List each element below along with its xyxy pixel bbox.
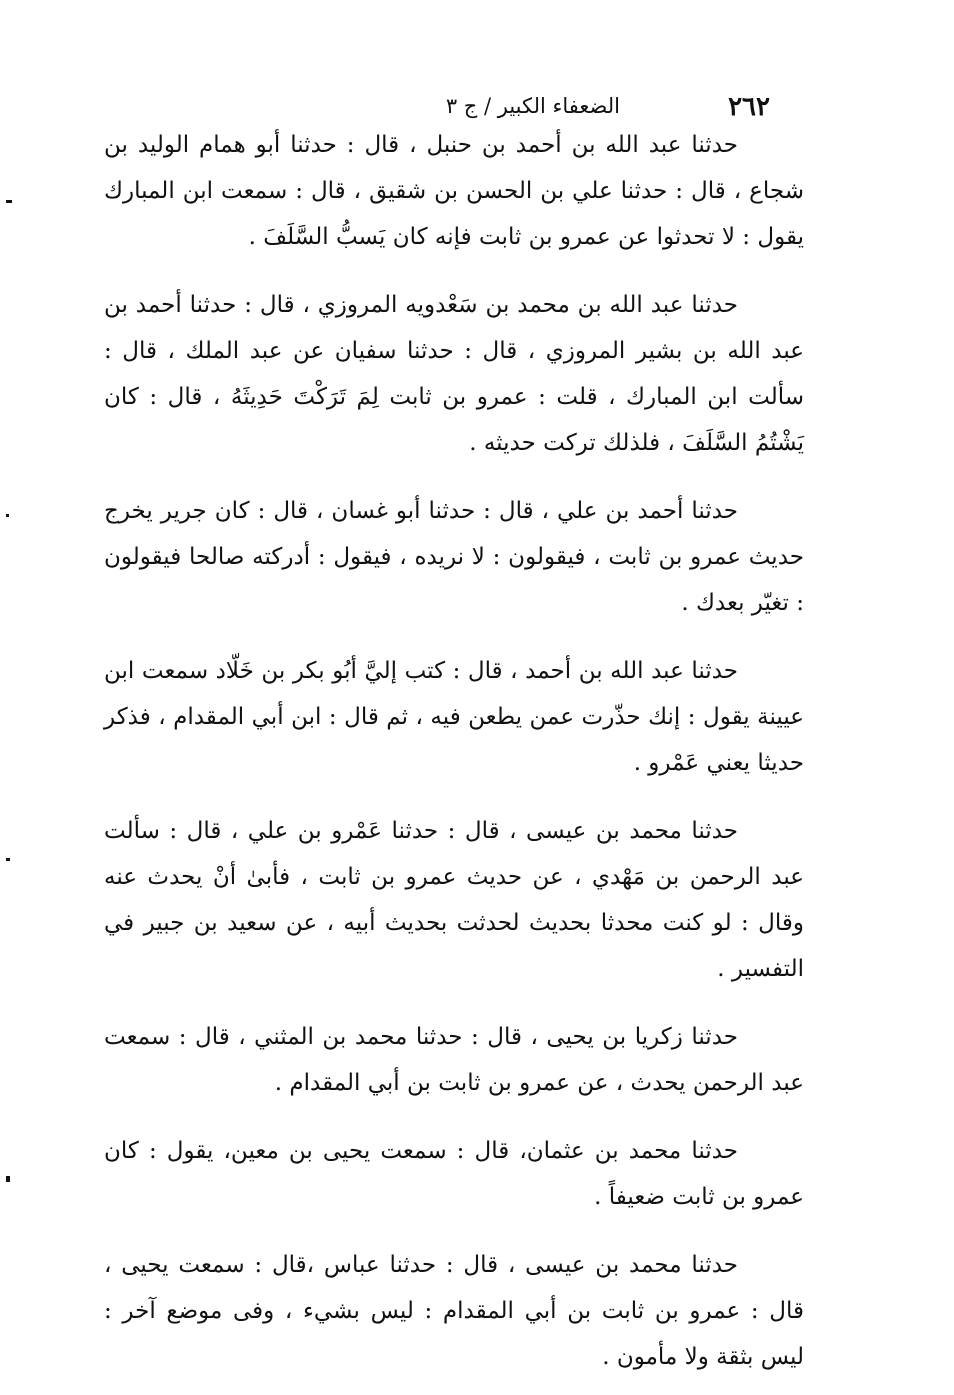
scan-margin-mark	[6, 514, 9, 517]
paragraph-3: حدثنا أحمد بن علي ، قال : حدثنا أبو غسان ، قال : كان جرير يخرج حديث عمرو بن ثابت ، فيقولون : لا نريده ، فيقول : أدركته صالحا فيقولون : تغيّر بعدك .	[104, 498, 804, 616]
scan-margin-mark	[6, 858, 10, 861]
paragraph-2: حدثنا عبد الله بن محمد بن سَعْدويه المروزي ، قال : حدثنا أحمد بن عبد الله بن بشير المروزي ، قال : حدثنا سفيان عن عبد الملك ، قال : سألت ابن المبارك ، قلت : عمرو بن ثابت لِمَ تَرَكْتَ حَدِيثَهُ ، قال : كان يَشْتُمُ السَّلَفَ ، فلذلك تركت حديثه .	[104, 292, 804, 456]
paragraph-7: حدثنا محمد بن عثمان، قال : سمعت يحيى بن معين، يقول : كان عمرو بن ثابت ضعيفاً .	[104, 1138, 804, 1210]
paragraph-4: حدثنا عبد الله بن أحمد ، قال : كتب إليَّ أبُو بكر بن خَلّاد سمعت ابن عيينة يقول : إنك حذّرت عمن يطعن فيه ، ثم قال : ابن أبي المقدام ، فذكر حديثا يعني عَمْرو .	[104, 658, 804, 776]
page-number: ٢٦٢	[728, 92, 770, 122]
scan-margin-mark	[6, 200, 12, 203]
body-text	[104, 122, 804, 1380]
running-title: الضعفاء الكبير / ج ٣	[445, 94, 620, 118]
paragraph-8: حدثنا محمد بن عيسى ، قال : حدثنا عباس ،قال : سمعت يحيى ، قال : عمرو بن ثابت بن أبي المقدام : ليس بشيء ، وفى موضع آخر : ليس بثقة ولا مأمون .	[104, 1252, 804, 1370]
page-header	[330, 92, 770, 126]
scan-margin-mark	[6, 1176, 10, 1182]
paragraph-5: حدثنا محمد بن عيسى ، قال : حدثنا عَمْرو بن علي ، قال : سألت عبد الرحمن بن مَهْدي ، عن حديث عمرو بن ثابت ، فأبىٰ أنْ يحدث عنه وقال : لو كنت محدثا بحديث لحدثت بحديث أبيه ، عن سعيد بن جبير في التفسير .	[104, 818, 804, 982]
paragraph-1: حدثنا عبد الله بن أحمد بن حنبل ، قال : حدثنا أبو همام الوليد بن شجاع ، قال : حدثنا علي بن الحسن بن شقيق ، قال : سمعت ابن المبارك يقول : لا تحدثوا عن عمرو بن ثابت فإنه كان يَسبُّ السَّلَفَ .	[104, 132, 804, 250]
paragraph-6: حدثنا زكريا بن يحيى ، قال : حدثنا محمد بن المثني ، قال : سمعت عبد الرحمن يحدث ، عن عمرو بن ثابت بن أبي المقدام .	[104, 1024, 804, 1096]
